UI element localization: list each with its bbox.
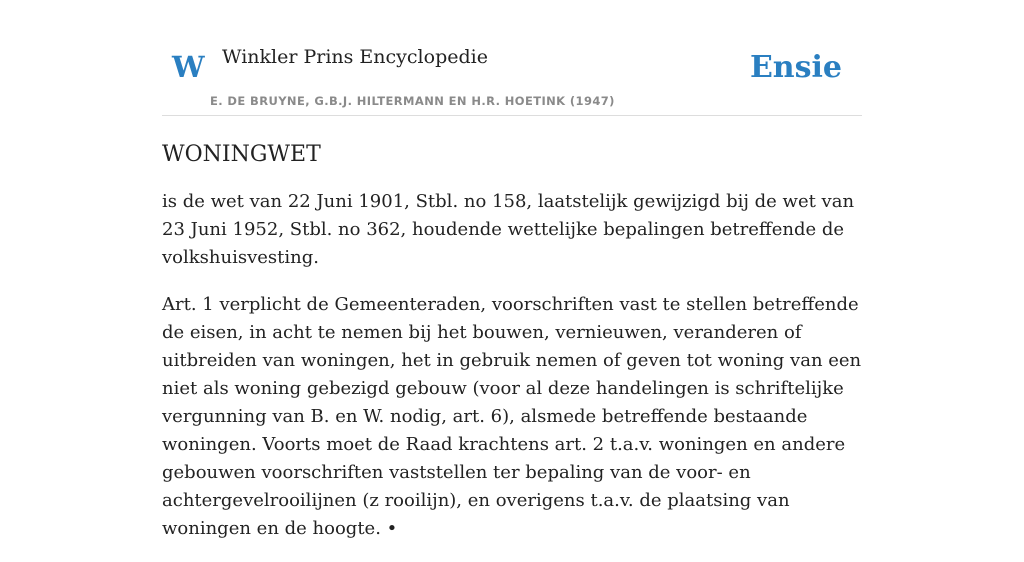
ensie-brand-logo[interactable]: Ensie — [749, 50, 842, 85]
authors-line: E. DE BRUYNE, G.B.J. HILTERMANN EN H.R. HOETINK (1947) — [210, 94, 615, 108]
winkler-prins-logo[interactable]: W — [172, 50, 205, 84]
article-paragraph: is de wet van 22 Juni 1901, Stbl. no 158, laatstelijk gewijzigd bij de wet van 23 Juni 1952, Stbl. no 362, houdende wettelijke bepalingen betreffende de volkshuisvesting. — [162, 191, 855, 268]
article-paragraph: Art. 1 verplicht de Gemeenteraden, voorschriften vast te stellen betreffende de eisen, in acht te nemen bij het bouwen, vernieuwen, veranderen of uitbreiden van woningen, het in gebruik nemen of geven tot woning van een niet als woning gebezigd gebouw (voor al deze handelingen is schriftelijke vergunning van B. en W. nodig, art. 6), alsmede betreffende bestaande woningen. Voorts moet de Raad krachtens art. 2 t.a.v. woningen en andere gebouwen voorschriften vaststellen ter bepaling van de voor- en achtergevelrooilijnen (z rooilijn), en overigens t.a.v. de plaatsing van woningen en de hoogte. • — [162, 294, 862, 539]
article-title: WONINGWET — [162, 142, 321, 167]
encyclopedia-title[interactable]: Winkler Prins Encyclopedie — [222, 46, 488, 68]
site-header — [162, 40, 862, 116]
article-body — [162, 140, 862, 562]
